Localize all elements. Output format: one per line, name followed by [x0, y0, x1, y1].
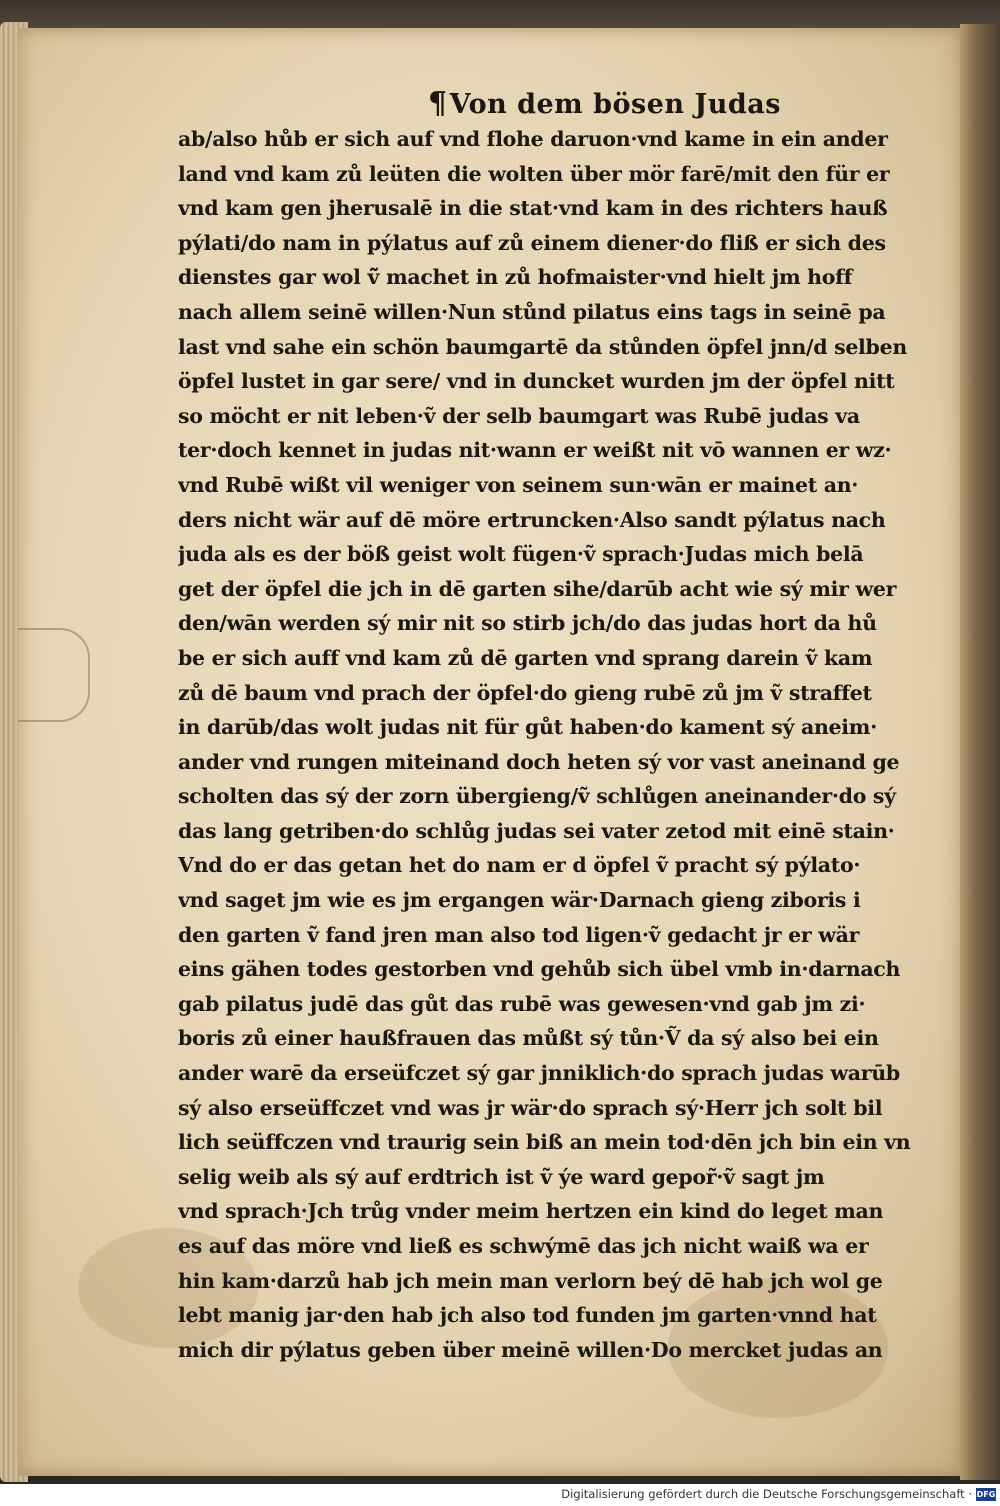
- text-line: öpfel lustet in gar sere/ vnd in duncket wurden jm der öpfel nitt: [178, 369, 895, 394]
- text-line: vnd kam gen jherusalē in die stat·vnd kam in des richters hauß: [178, 196, 888, 221]
- text-line: nach allem seinē willen·Nun stůnd pilatus eins tags in seinē pa: [178, 299, 886, 324]
- text-line: hin kam·darzů hab jch mein man verlorn beý dē hab jch wol ge: [178, 1268, 883, 1293]
- text-line: eins gähen todes gestorben vnd gehůb sich übel vmb in·darnach: [178, 957, 901, 982]
- text-line: dienstes gar wol ṽ̃ machet in zů hofmaister·vnd hielt jm hoff: [178, 265, 853, 290]
- text-line: pýlati/do nam in pýlatus auf zů einem diener·do fliß er sich des: [178, 230, 886, 255]
- text-line: ander warē da erseüfczet sý gar jnniklich·do sprach judas warūb: [178, 1061, 900, 1086]
- text-line: lich seüffczen vnd traurig sein biß an mein tod·dēn jch bin ein vn: [178, 1130, 911, 1155]
- text-line: vnd sprach·Jch trůg vnder meim hertzen ein kind do leget man: [178, 1199, 884, 1224]
- running-head-title: Von dem bösen Judas: [449, 89, 781, 120]
- clasp-impression: [18, 628, 90, 722]
- text-line: last vnd sahe ein schön baumgartē da stůnden öpfel jnn/d selben: [178, 334, 907, 359]
- text-line: be er sich auff vnd kam zů dē garten vnd sprang darein ṽ kam: [178, 645, 873, 670]
- text-line: land vnd kam zů leüten die wolten über mör farē/mit den für er: [178, 161, 890, 186]
- text-line: sý also erseüffczet vnd was jr wär·do sprach sý·Herr jch solt bil: [178, 1095, 883, 1120]
- text-line: gab pilatus judē das gůt das rubē was gewesen·vnd gab jm zi·: [178, 991, 866, 1016]
- text-line: mich dir pýlatus geben über meinē willen·Do mercket judas an: [178, 1337, 883, 1362]
- text-line: scholten das sý der zorn übergieng/ṽ schlůgen aneinander·do sý: [178, 784, 896, 809]
- text-line: den/wān werden sý mir nit so stirb jch/do das judas hort da hů: [178, 611, 877, 636]
- funding-credit: Digitalisierung gefördert durch die Deutsche Forschungsgemeinschaft ·: [561, 1487, 972, 1501]
- text-line: in darūb/das wolt judas nit für gůt haben·do kament sý aneim·: [178, 715, 878, 740]
- body-text: [178, 122, 918, 1367]
- book-gutter: [960, 24, 1000, 1480]
- text-line: vnd Rubē wißt vil weniger von seinem sun·wān er mainet an·: [178, 472, 859, 497]
- text-line: ter·doch kennet in judas nit·wann er weißt nit vō wannen er wz·: [178, 438, 892, 463]
- text-line: juda als es der böß geist wolt fügen·ṽ sprach·Judas mich belā: [178, 542, 864, 567]
- text-line: so möcht er nit leben·ṽ der selb baumgart was Rubē judas va: [178, 403, 860, 428]
- running-head: [428, 86, 781, 121]
- text-line: get der öpfel die jch in dē garten sihe/darūb acht wie sý mir wer: [178, 576, 897, 601]
- text-line: selig weib als sý auf erdtrich ist ṽ ýe ward gepor̃·ṽ sagt jm: [178, 1164, 825, 1189]
- pilcrow-mark: ¶: [428, 86, 448, 121]
- text-line: ders nicht wär auf dē möre ertruncken·Also sandt pýlatus nach: [178, 507, 886, 532]
- text-line: boris zů einer haußfrauen das můßt sý tůn·Ṽ da sý also bei ein: [178, 1026, 879, 1051]
- text-line: zů dē baum vnd prach der öpfel·do gieng rubē zů jm ṽ straffet: [178, 680, 872, 705]
- text-line: es auf das möre vnd ließ es schwýmē das jch nicht waiß wa er: [178, 1234, 869, 1258]
- text-line: das lang getriben·do schlůg judas sei vater zetod mit einē stain·: [178, 818, 895, 843]
- footer-bar: [0, 1484, 1000, 1506]
- dfg-logo: DFG: [976, 1490, 996, 1499]
- text-line: ander vnd rungen miteinand doch heten sý vor vast aneinand ge: [178, 749, 900, 774]
- text-line: vnd saget jm wie es jm ergangen wär·Darnach gieng ziboris i: [178, 888, 861, 913]
- text-line: den garten ṽ fand jren man also tod ligen·ṽ gedacht jr er wär: [178, 922, 860, 947]
- text-line: lebt manig jar·den hab jch also tod funden jm garten·vnnd hat: [178, 1303, 877, 1328]
- text-line: ab/also hůb er sich auf vnd flohe daruon·vnd kame in ein ander: [178, 127, 888, 151]
- text-line: Vnd do er das getan het do nam er d öpfel ṽ pracht sý pýlato·: [178, 853, 861, 878]
